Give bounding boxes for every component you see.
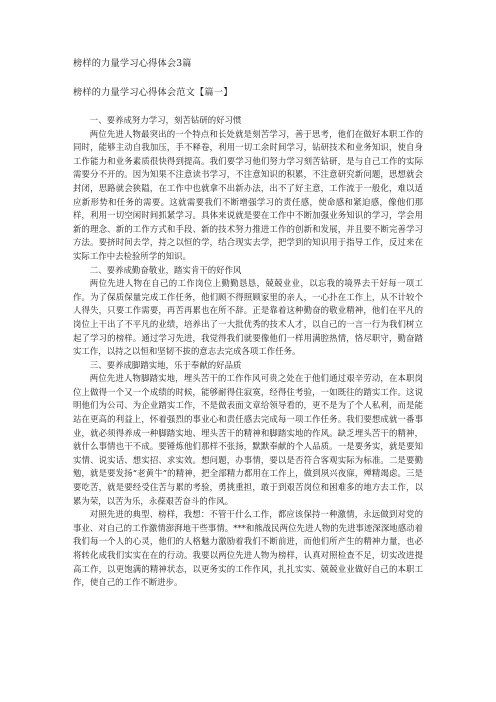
section-heading-2: 二、要养成勤奋敬业，踏实肯干的好作风 [89,264,242,275]
body-paragraph-3: 两位先进人物脚踏实地，埋头苦干的工作作风可贵之处在于他们通过艰辛劳动，在本职岗位上做得一个又一个成绩的时候，能够耐得住寂寞，经得住考验，一如既往的踏实工作。这说明他们为公司、为企业踏实工作，不是做表面文章给领导看的，更不是为了个人私利，而是能站在更高的利益上，怀着强烈的事业心和责任感去完成每一项工作任务。我们要想成就一番事业，就必须得养成一种脚踏实地、埋头苦干的精神和脚踏实地的作风。缺乏埋头苦干的精神，就什么事情也干不成。要锤炼他们那样不张扬，默默奉献的个人品质。一是要务实，就是要知实情、说实话、想实招、求实效。想问题，办事情，要以是否符合客观实际为标准。二是要勤勉，就是要发扬“老黄牛”的精神，把全部精力都用在工作上，做到夙兴夜寐，殚精竭虑。三是要吃苦，就是要经受住苦与累的考验，勇挑重担，敢于到艰苦岗位和困难多的地方去工作，以累为荣，以苦为乐，永葆艰苦奋斗的作风。 [73,373,423,506]
section-heading-1: 一、要养成努力学习，刻苦钻研的好习惯 [89,115,242,125]
document-body [73,114,423,590]
document-title: 榜样的力量学习心得体会3篇 [73,58,192,69]
section-heading-3: 三、要养成脚踏实地，乐于奉献的好品质 [89,359,242,370]
body-paragraph-4: 对照先进的典型、榜样，我想：不管干什么工作，都应该保持一种激情，永远做到对党的事业、对自己的工作激情澎湃地干些事情。***和熊战民两位先进人物的先进事迹深深地感动着我们每一个人的心灵，他们的人格魅力激励着我们不断前进，而他们所产生的精神力量，也必将转化成我们实实在在的行动。我要以两位先进人物为榜样，认真对照检查不足，切实改进提高工作，以更饱满的精神状态，以更务实的工作作风，扎扎实实、兢兢业业做好自己的本职工作，使自己的工作不断进步。 [73,509,423,588]
body-paragraph-1: 两位先进人物最突出的一个特点和长处就是刻苦学习，善于思考，他们在做好本职工作的同时，能够主动自我加压，手不释卷，利用一切工余时间学习，钻研技术和业务知识，使自身工作能力和业务素质很快得到提高。我们要学习他们努力学习刻苦钻研，是与自己工作的实际需要分不开的。因为知果不注意读书学习，不注意知识的积累，不注意研究新问题，思想就会封闭，思路就会狭隘，在工作中也就拿不出新办法，出不了好主意，工作流于一般化，难以适应新形势和任务的需要。这就需要我们不断增强学习的责任感，使命感和紧迫感，像他们那样，利用一切空闲时间抓紧学习。具体来说就是要在工作中不断加强业务知识的学习，学会用新的理念、新的工作方式和手段、新的技术努力推进工作的创新和发展，并且要不断完善学习方法。要挤时间去学，持之以恒的学，结合现实去学，把学到的知识用于指导工作，反过来在实际工作中去检验所学的知识。 [73,128,423,261]
document-subtitle: 榜样的力量学习心得体会范文【篇一】 [73,87,233,98]
body-paragraph-2: 两位先进人物在自己的工作岗位上勤勤恳恳，兢兢业业，以忘我的境界去干好每一项工作。为了保质保量完成工作任务，他们顾不得照顾家里的亲人，一心扑在工作上，从不计较个人得失，只要工作需要，再苦再累也在所不辞。正是靠着这种勤奋的敬业精神，他们在平凡的岗位上干出了不平凡的业绩，培养出了一大批优秀的技术人才，以自己的一言一行为我们树立起了学习的榜样。通过学习先进，我觉得我们就要像他们一样用满腔热情，恪尽职守，勤奋踏实工作，以持之以恒和坚韧不拔的意志去完成各项工作任务。 [73,278,423,357]
